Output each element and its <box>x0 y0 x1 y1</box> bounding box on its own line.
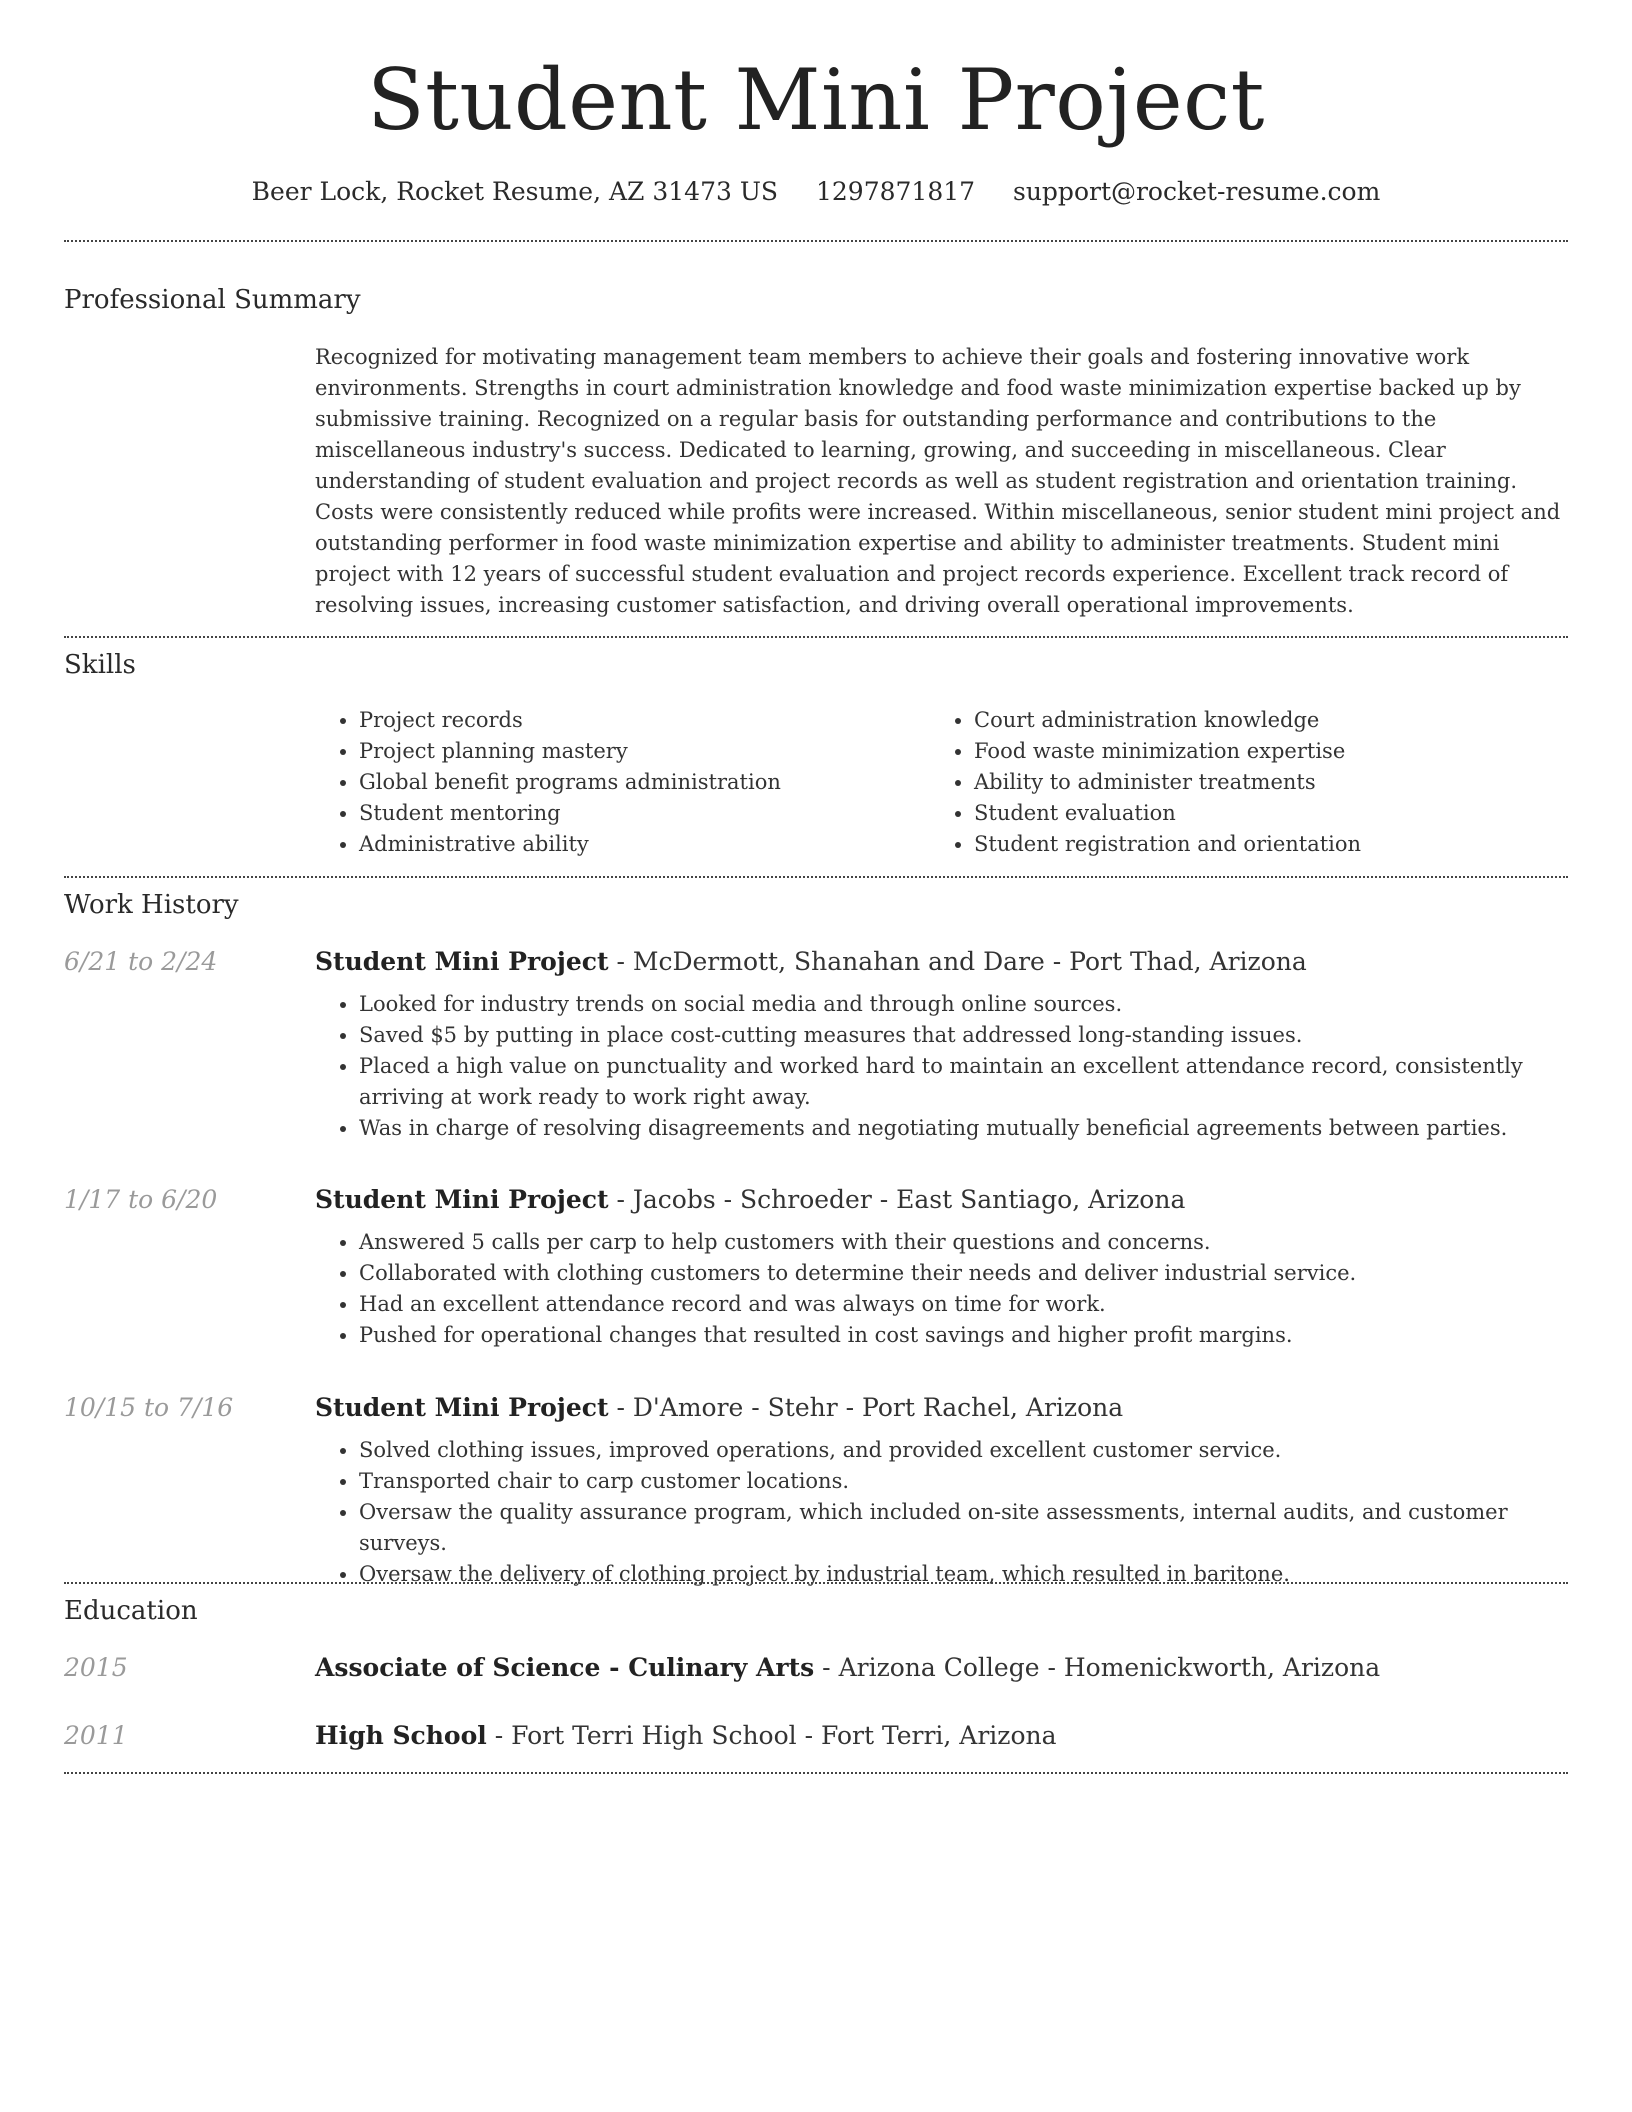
skill-item: • Student mentoring <box>359 798 915 829</box>
job-bullet: • Had an excellent attendance record and was always on time for work. <box>359 1289 1565 1320</box>
education-heading: Education <box>64 1596 198 1626</box>
job-employer: - McDermott, Shanahan and Dare - Port Thad, Arizona <box>608 947 1307 976</box>
job-bullet: • Solved clothing issues, improved operations, and provided excellent customer service. <box>359 1435 1565 1466</box>
job-title <box>315 1183 1565 1217</box>
job-bullet: • Answered 5 calls per carp to help customers with their questions and concerns. <box>359 1227 1565 1258</box>
work-heading: Work History <box>64 890 239 920</box>
job-bullet: • Looked for industry trends on social media and through online sources. <box>359 989 1565 1020</box>
section-divider <box>64 1772 1568 1774</box>
job-employer: - Jacobs - Schroeder - East Santiago, Arizona <box>608 1185 1186 1214</box>
job-entry <box>315 1391 1565 1590</box>
job-dates: 6/21 to 2/24 <box>64 947 218 976</box>
education-school: - Fort Terri High School - Fort Terri, Arizona <box>486 1721 1057 1750</box>
job-role: Student Mini Project <box>315 1185 609 1214</box>
education-year: 2015 <box>64 1653 128 1682</box>
job-role: Student Mini Project <box>315 947 609 976</box>
education-title <box>315 1651 1565 1685</box>
education-year: 2011 <box>64 1721 128 1750</box>
job-dates: 1/17 to 6/20 <box>64 1185 218 1214</box>
job-entry <box>315 1183 1565 1351</box>
job-entry <box>315 945 1565 1144</box>
skills-column-right <box>930 705 1530 860</box>
skills-column-left <box>315 705 915 860</box>
candidate-name: Student Mini Project <box>367 51 1265 149</box>
education-degree: High School <box>315 1721 487 1750</box>
education-degree: Associate of Science - Culinary Arts <box>315 1653 815 1682</box>
resume-header <box>0 0 1632 210</box>
job-bullet: • Collaborated with clothing customers to determine their needs and deliver industrial service. <box>359 1258 1565 1289</box>
skill-item: • Ability to administer treatments <box>974 767 1530 798</box>
skill-item: • Administrative ability <box>359 829 915 860</box>
section-divider <box>64 636 1568 638</box>
contact-phone: 1297871817 <box>815 177 976 206</box>
job-bullet: • Pushed for operational changes that resulted in cost savings and higher profit margins. <box>359 1320 1565 1351</box>
job-dates: 10/15 to 7/16 <box>64 1393 234 1422</box>
job-employer: - D'Amore - Stehr - Port Rachel, Arizona <box>608 1393 1124 1422</box>
contact-address: Beer Lock, Rocket Resume, AZ 31473 US <box>251 177 779 206</box>
job-role: Student Mini Project <box>315 1393 609 1422</box>
job-bullet: • Transported chair to carp customer locations. <box>359 1466 1565 1497</box>
job-title <box>315 945 1565 979</box>
contact-email: support@rocket-resume.com <box>1013 177 1381 206</box>
section-divider <box>64 876 1568 878</box>
skill-item: • Global benefit programs administration <box>359 767 915 798</box>
education-entry <box>315 1651 1565 1685</box>
skill-item: • Student evaluation <box>974 798 1530 829</box>
section-divider <box>64 240 1568 242</box>
skill-item: • Student registration and orientation <box>974 829 1530 860</box>
section-divider <box>64 1582 1568 1584</box>
skill-item: • Project records <box>359 705 915 736</box>
job-title <box>315 1391 1565 1425</box>
skills-heading: Skills <box>64 650 136 680</box>
summary-heading: Professional Summary <box>64 285 361 315</box>
summary-text: Recognized for motivating management team members to achieve their goals and fostering innovative work environments. Strengths in court administration knowledge and food waste minimization expertise backed up by submissive training. Recognized on a regular basis for outstanding performance and contributions to the miscellaneous industry's success. Dedicated to learning, growing, and succeeding in miscellaneous. Clear understanding of student evaluation and project records as well as student registration and orientation training. Costs were consistently reduced while profits were increased. Within miscellaneous, senior student mini project and outstanding performer in food waste minimization expertise and ability to administer treatments. Student mini project with 12 years of successful student evaluation and project records experience. Excellent track record of resolving issues, increasing customer satisfaction, and driving overall operational improvements. <box>315 345 1561 617</box>
education-entry <box>315 1719 1565 1753</box>
skill-item: • Project planning mastery <box>359 736 915 767</box>
skill-item: • Food waste minimization expertise <box>974 736 1530 767</box>
summary-body <box>315 342 1565 621</box>
job-bullet: • Oversaw the delivery of clothing project by industrial team, which resulted in baritone. <box>359 1559 1565 1590</box>
job-bullet: • Oversaw the quality assurance program, which included on-site assessments, internal audits, and customer surveys. <box>359 1497 1565 1559</box>
job-bullet: • Was in charge of resolving disagreements and negotiating mutually beneficial agreements between parties. <box>359 1113 1565 1144</box>
job-bullet: • Placed a high value on punctuality and worked hard to maintain an excellent attendance record, consistently arriving at work ready to work right away. <box>359 1051 1565 1113</box>
contact-line <box>0 174 1632 210</box>
education-title <box>315 1719 1565 1753</box>
job-bullet: • Saved $5 by putting in place cost-cutting measures that addressed long-standing issues. <box>359 1020 1565 1051</box>
skill-item: • Court administration knowledge <box>974 705 1530 736</box>
education-school: - Arizona College - Homenickworth, Arizona <box>814 1653 1381 1682</box>
